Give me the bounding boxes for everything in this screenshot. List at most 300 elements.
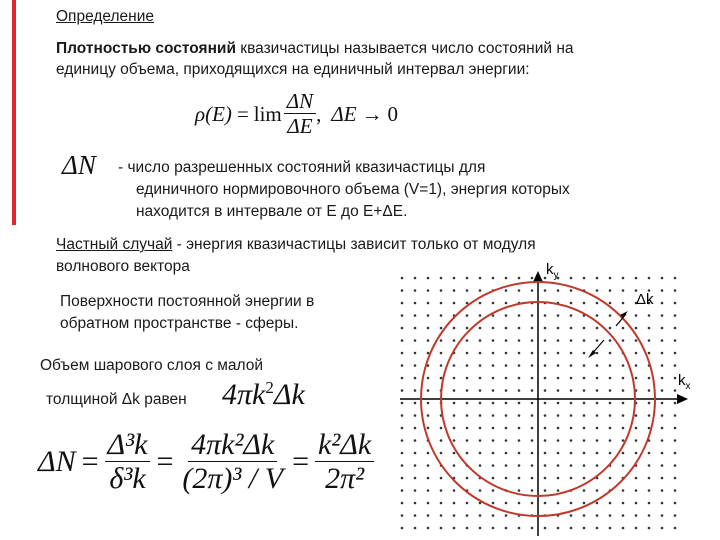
lattice-dot bbox=[531, 277, 534, 280]
lattice-dot bbox=[622, 514, 625, 517]
lattice-dot bbox=[531, 389, 534, 392]
lattice-dot bbox=[427, 489, 430, 492]
dn-f3-den: 2π² bbox=[325, 462, 365, 495]
lattice-dot bbox=[674, 377, 677, 380]
lattice-dot bbox=[661, 314, 664, 317]
lattice-dot bbox=[466, 277, 469, 280]
lattice-dot bbox=[466, 477, 469, 480]
lattice-dot bbox=[570, 427, 573, 430]
lattice-dot bbox=[661, 352, 664, 355]
lattice-dot bbox=[518, 277, 521, 280]
lattice-dot bbox=[544, 489, 547, 492]
rho-den: ΔE bbox=[287, 114, 313, 139]
lattice-dot bbox=[492, 452, 495, 455]
accent-bar bbox=[12, 0, 16, 225]
lattice-dot bbox=[648, 327, 651, 330]
lattice-dot bbox=[440, 339, 443, 342]
lattice-dot bbox=[401, 402, 404, 405]
lattice-dot bbox=[648, 514, 651, 517]
lattice-dot bbox=[570, 364, 573, 367]
lattice-dot bbox=[479, 514, 482, 517]
lattice-dot bbox=[414, 502, 417, 505]
formula-density-of-states bbox=[195, 90, 398, 138]
lattice-dot bbox=[466, 427, 469, 430]
rho-cond-var: ΔE bbox=[331, 101, 357, 126]
lattice-dot bbox=[622, 427, 625, 430]
lattice-dot bbox=[674, 452, 677, 455]
lattice-dot bbox=[557, 464, 560, 467]
lattice-dot bbox=[414, 402, 417, 405]
lattice-dot bbox=[531, 439, 534, 442]
lattice-dot bbox=[609, 477, 612, 480]
lattice-dot bbox=[466, 452, 469, 455]
lattice-dot bbox=[635, 489, 638, 492]
lattice-dot bbox=[414, 452, 417, 455]
lattice-dot bbox=[648, 527, 651, 530]
lattice-dot bbox=[440, 364, 443, 367]
lattice-dot bbox=[648, 427, 651, 430]
lattice-dot bbox=[427, 464, 430, 467]
lattice-dot bbox=[609, 402, 612, 405]
lattice-dot bbox=[531, 289, 534, 292]
lattice-dot bbox=[414, 302, 417, 305]
lattice-dot bbox=[609, 339, 612, 342]
lattice-dot bbox=[622, 414, 625, 417]
lattice-dot bbox=[609, 277, 612, 280]
lattice-dot bbox=[414, 414, 417, 417]
lattice-dot bbox=[674, 527, 677, 530]
lattice-dot bbox=[622, 402, 625, 405]
lattice-dot bbox=[531, 339, 534, 342]
ky-arrowhead bbox=[533, 271, 543, 282]
lattice-dot bbox=[401, 489, 404, 492]
lattice-dot bbox=[622, 489, 625, 492]
lattice-dot bbox=[466, 377, 469, 380]
lattice-dot bbox=[557, 389, 560, 392]
lattice-dot bbox=[635, 502, 638, 505]
lattice-dot bbox=[596, 402, 599, 405]
lattice-dot bbox=[609, 327, 612, 330]
lattice-dot bbox=[440, 427, 443, 430]
lattice-dot bbox=[544, 289, 547, 292]
lattice-dot bbox=[531, 327, 534, 330]
lattice-dot bbox=[466, 502, 469, 505]
lattice-dot bbox=[427, 277, 430, 280]
lattice-dot bbox=[440, 314, 443, 317]
lattice-dot bbox=[440, 277, 443, 280]
lattice-dot bbox=[440, 327, 443, 330]
lattice-dot bbox=[583, 414, 586, 417]
lattice-dot bbox=[453, 452, 456, 455]
lattice-dot bbox=[609, 314, 612, 317]
lattice-dot bbox=[570, 339, 573, 342]
lattice-dot bbox=[492, 514, 495, 517]
lattice-dot bbox=[414, 389, 417, 392]
lattice-dot bbox=[570, 439, 573, 442]
lattice-dot bbox=[466, 364, 469, 367]
lattice-dot bbox=[544, 427, 547, 430]
special-case-line-2: волнового вектора bbox=[56, 258, 190, 275]
lattice-dot bbox=[401, 364, 404, 367]
lattice-dot bbox=[583, 402, 586, 405]
lattice-dot bbox=[544, 314, 547, 317]
lattice-dot bbox=[479, 327, 482, 330]
lattice-dot bbox=[492, 477, 495, 480]
lattice-dot bbox=[583, 352, 586, 355]
lattice-dot bbox=[583, 502, 586, 505]
dn-eq-2: = bbox=[156, 445, 174, 479]
lattice-dot bbox=[609, 514, 612, 517]
lattice-dot bbox=[648, 489, 651, 492]
lattice-dot bbox=[674, 302, 677, 305]
lattice-dot bbox=[414, 314, 417, 317]
lattice-dot bbox=[635, 327, 638, 330]
lattice-dot bbox=[466, 314, 469, 317]
lattice-dot bbox=[661, 489, 664, 492]
lattice-dot bbox=[635, 414, 638, 417]
lattice-dot bbox=[557, 452, 560, 455]
lattice-dot bbox=[583, 327, 586, 330]
lattice-dot bbox=[557, 402, 560, 405]
lattice-dot bbox=[544, 439, 547, 442]
lattice-dot bbox=[479, 452, 482, 455]
lattice-dot bbox=[427, 414, 430, 417]
lattice-dot bbox=[635, 364, 638, 367]
lattice-dot bbox=[401, 277, 404, 280]
lattice-dot bbox=[648, 452, 651, 455]
lattice-dot bbox=[453, 389, 456, 392]
lattice-dot bbox=[674, 439, 677, 442]
lattice-dot bbox=[570, 302, 573, 305]
lattice-dot bbox=[583, 339, 586, 342]
lattice-dot bbox=[466, 402, 469, 405]
lattice-dot bbox=[596, 502, 599, 505]
shell-exp: 2 bbox=[265, 378, 274, 397]
lattice-dot bbox=[596, 302, 599, 305]
lattice-dot bbox=[518, 377, 521, 380]
lattice-dot bbox=[570, 314, 573, 317]
lattice-dot bbox=[531, 427, 534, 430]
lattice-dot bbox=[583, 489, 586, 492]
rho-cond-val: 0 bbox=[387, 101, 399, 126]
lattice-dot bbox=[518, 402, 521, 405]
lattice-dot bbox=[505, 352, 508, 355]
lattice-dot bbox=[518, 439, 521, 442]
lattice-dot bbox=[466, 514, 469, 517]
lattice-dot bbox=[596, 514, 599, 517]
lattice-dot bbox=[674, 277, 677, 280]
lattice-dot bbox=[661, 439, 664, 442]
lattice-dot bbox=[479, 314, 482, 317]
lattice-dot bbox=[570, 514, 573, 517]
lattice-dot bbox=[609, 452, 612, 455]
lattice-dot bbox=[583, 302, 586, 305]
lattice-dot bbox=[466, 439, 469, 442]
lattice-dot bbox=[453, 514, 456, 517]
lattice-dot bbox=[505, 414, 508, 417]
lattice-dot bbox=[427, 302, 430, 305]
lattice-dot bbox=[661, 377, 664, 380]
lattice-dot bbox=[531, 464, 534, 467]
lattice-dot bbox=[479, 527, 482, 530]
reciprocal-space-diagram bbox=[390, 258, 700, 538]
lattice-dot bbox=[414, 439, 417, 442]
lattice-dot bbox=[453, 339, 456, 342]
lattice-dot bbox=[505, 527, 508, 530]
lattice-dot bbox=[570, 414, 573, 417]
lattice-dot bbox=[648, 402, 651, 405]
lattice-dot bbox=[401, 314, 404, 317]
lattice-dot bbox=[440, 514, 443, 517]
lattice-dot bbox=[427, 377, 430, 380]
lattice-dot bbox=[401, 427, 404, 430]
lattice-dot bbox=[401, 439, 404, 442]
heading-definition: Определение bbox=[56, 8, 155, 25]
lattice-dot bbox=[635, 452, 638, 455]
lattice-dot bbox=[505, 389, 508, 392]
special-case-rest: - энергия квазичастицы зависит только от модуля bbox=[172, 236, 536, 253]
lattice-dot bbox=[622, 339, 625, 342]
lattice-dot bbox=[492, 439, 495, 442]
lattice-dot bbox=[518, 352, 521, 355]
lattice-dot bbox=[427, 452, 430, 455]
formula-delta-n bbox=[38, 428, 374, 497]
lattice-dot bbox=[453, 439, 456, 442]
lattice-dot bbox=[453, 464, 456, 467]
lattice-dot bbox=[518, 414, 521, 417]
lattice-dot bbox=[518, 339, 521, 342]
lattice-dot bbox=[440, 439, 443, 442]
dn-eq-1: = bbox=[81, 445, 99, 479]
lattice-dot bbox=[635, 514, 638, 517]
lattice-dot bbox=[635, 527, 638, 530]
lattice-dot bbox=[596, 314, 599, 317]
lattice-dot bbox=[518, 427, 521, 430]
rho-cond-arrow: → bbox=[361, 101, 383, 126]
lattice-dot bbox=[492, 502, 495, 505]
lattice-dot bbox=[479, 277, 482, 280]
lattice-dot bbox=[661, 389, 664, 392]
lattice-dot bbox=[518, 389, 521, 392]
lattice-dot bbox=[479, 439, 482, 442]
lattice-dot bbox=[661, 427, 664, 430]
lattice-dot bbox=[609, 302, 612, 305]
lattice-dot bbox=[466, 352, 469, 355]
lattice-dot bbox=[583, 514, 586, 517]
kx-label: $k_x$ bbox=[678, 372, 691, 392]
lattice-dot bbox=[622, 439, 625, 442]
lattice-dot bbox=[635, 377, 638, 380]
special-case-line-1 bbox=[56, 235, 536, 255]
lattice-dot bbox=[570, 402, 573, 405]
lattice-dot bbox=[427, 427, 430, 430]
lattice-dot bbox=[492, 527, 495, 530]
lattice-dot bbox=[401, 527, 404, 530]
lattice-dot bbox=[479, 489, 482, 492]
lattice-dot bbox=[622, 327, 625, 330]
dn-fraction-1 bbox=[105, 428, 151, 497]
lattice-dot bbox=[492, 414, 495, 417]
lattice-dot bbox=[596, 389, 599, 392]
delta-n-symbol: ΔN bbox=[62, 150, 96, 180]
lattice-dot bbox=[518, 364, 521, 367]
surfaces-line-2: обратном пространстве - сферы. bbox=[60, 315, 299, 332]
lattice-dot bbox=[466, 527, 469, 530]
lattice-dot bbox=[414, 364, 417, 367]
lattice-dot bbox=[505, 427, 508, 430]
lattice-dot bbox=[674, 289, 677, 292]
lattice-dot bbox=[531, 352, 534, 355]
lattice-dot bbox=[609, 364, 612, 367]
lattice-dot bbox=[401, 289, 404, 292]
lattice-dot bbox=[622, 502, 625, 505]
lattice-dot bbox=[414, 427, 417, 430]
lattice-dot bbox=[648, 502, 651, 505]
lattice-dot bbox=[492, 277, 495, 280]
lattice-dot bbox=[427, 314, 430, 317]
lattice-dot bbox=[583, 377, 586, 380]
lattice-dot bbox=[414, 289, 417, 292]
lattice-dot bbox=[414, 352, 417, 355]
lattice-dot bbox=[661, 327, 664, 330]
lattice-dot bbox=[596, 289, 599, 292]
lattice-dot bbox=[466, 289, 469, 292]
lattice-dot bbox=[622, 302, 625, 305]
lattice-dot bbox=[570, 464, 573, 467]
lattice-dot bbox=[544, 402, 547, 405]
lattice-dot bbox=[570, 389, 573, 392]
lattice-dot bbox=[531, 502, 534, 505]
lattice-dot bbox=[479, 302, 482, 305]
lattice-dot bbox=[505, 502, 508, 505]
lattice-dot bbox=[401, 352, 404, 355]
lattice-dot bbox=[427, 352, 430, 355]
lattice-dot bbox=[531, 364, 534, 367]
lattice-dot bbox=[648, 314, 651, 317]
lattice-dot bbox=[661, 514, 664, 517]
lattice-dot bbox=[635, 477, 638, 480]
lattice-dot bbox=[557, 527, 560, 530]
ky-label: $k_y$ bbox=[546, 261, 559, 281]
lattice-dot bbox=[544, 377, 547, 380]
lattice-dot bbox=[518, 327, 521, 330]
delta-n-desc-1: - число разрешенных состояний квазичастицы для bbox=[118, 159, 486, 176]
lattice-dot bbox=[648, 477, 651, 480]
lattice-dot bbox=[479, 364, 482, 367]
lattice-dot bbox=[661, 339, 664, 342]
lattice-dot bbox=[622, 377, 625, 380]
lattice-dot bbox=[674, 427, 677, 430]
lattice-dot bbox=[661, 464, 664, 467]
lattice-dot bbox=[609, 289, 612, 292]
lattice-dot bbox=[453, 302, 456, 305]
lattice-dot bbox=[661, 527, 664, 530]
lattice-dot bbox=[453, 414, 456, 417]
lattice-dot bbox=[531, 489, 534, 492]
lattice-dot bbox=[518, 489, 521, 492]
lattice-dot bbox=[622, 464, 625, 467]
lattice-dot bbox=[401, 327, 404, 330]
lattice-dot bbox=[661, 477, 664, 480]
dn-f2-den: (2π)³ / V bbox=[182, 462, 284, 495]
lattice-dot bbox=[518, 464, 521, 467]
lattice-dot bbox=[427, 327, 430, 330]
lattice-dot bbox=[479, 402, 482, 405]
lattice-dot bbox=[492, 377, 495, 380]
lattice-dot bbox=[453, 489, 456, 492]
lattice-dot bbox=[492, 464, 495, 467]
kx-arrowhead bbox=[677, 394, 688, 404]
lattice-dot bbox=[414, 327, 417, 330]
lattice-dot bbox=[622, 389, 625, 392]
lattice-dot bbox=[531, 527, 534, 530]
lattice-dot bbox=[648, 339, 651, 342]
lattice-dot bbox=[544, 477, 547, 480]
lattice-dot bbox=[557, 414, 560, 417]
lattice-dot bbox=[557, 339, 560, 342]
lattice-dot bbox=[505, 339, 508, 342]
delta-n-desc-2: единичного нормировочного объема (V=1), энергия которых bbox=[136, 181, 570, 198]
lattice-dot bbox=[609, 502, 612, 505]
lattice-dot bbox=[505, 277, 508, 280]
lattice-dot bbox=[453, 289, 456, 292]
dn-fraction-3 bbox=[315, 428, 374, 497]
lattice-dot bbox=[440, 377, 443, 380]
lattice-dot bbox=[583, 427, 586, 430]
lattice-dot bbox=[674, 339, 677, 342]
dn-f3-num: k²Δk bbox=[315, 428, 374, 462]
lattice-dot bbox=[557, 352, 560, 355]
lattice-dot bbox=[544, 452, 547, 455]
lattice-dot bbox=[440, 352, 443, 355]
lattice-dot bbox=[414, 377, 417, 380]
dn-f2-num: 4πk²Δk bbox=[188, 428, 277, 462]
lattice-dot bbox=[557, 477, 560, 480]
lattice-dot bbox=[453, 527, 456, 530]
lattice-dot bbox=[505, 452, 508, 455]
lattice-dot bbox=[492, 352, 495, 355]
lattice-dot bbox=[557, 289, 560, 292]
lattice-dot bbox=[622, 364, 625, 367]
lattice-dot bbox=[492, 489, 495, 492]
lattice-dot bbox=[518, 314, 521, 317]
lattice-dot bbox=[453, 364, 456, 367]
lattice-dot bbox=[531, 477, 534, 480]
lattice-dot bbox=[440, 452, 443, 455]
lattice-dot bbox=[531, 314, 534, 317]
lattice-dot bbox=[505, 402, 508, 405]
lattice-dot bbox=[518, 502, 521, 505]
lattice-dot bbox=[492, 402, 495, 405]
lattice-dot bbox=[557, 427, 560, 430]
lattice-dot bbox=[466, 327, 469, 330]
dn-lhs: ΔN bbox=[38, 445, 76, 479]
lattice-dot bbox=[635, 439, 638, 442]
lattice-dot bbox=[583, 389, 586, 392]
lattice-dot bbox=[596, 527, 599, 530]
lattice-dot bbox=[505, 314, 508, 317]
lattice-dot bbox=[466, 302, 469, 305]
lattice-dot bbox=[440, 489, 443, 492]
lattice-dot bbox=[570, 277, 573, 280]
dn-f1-den: δ³k bbox=[109, 462, 146, 495]
lattice-dot bbox=[583, 527, 586, 530]
volume-line-2: толщиной Δk равен bbox=[46, 391, 187, 408]
lattice-dot bbox=[414, 489, 417, 492]
definition-bold-term: Плотностью состояний bbox=[56, 40, 236, 57]
lattice-dot bbox=[544, 364, 547, 367]
lattice-dot bbox=[570, 377, 573, 380]
